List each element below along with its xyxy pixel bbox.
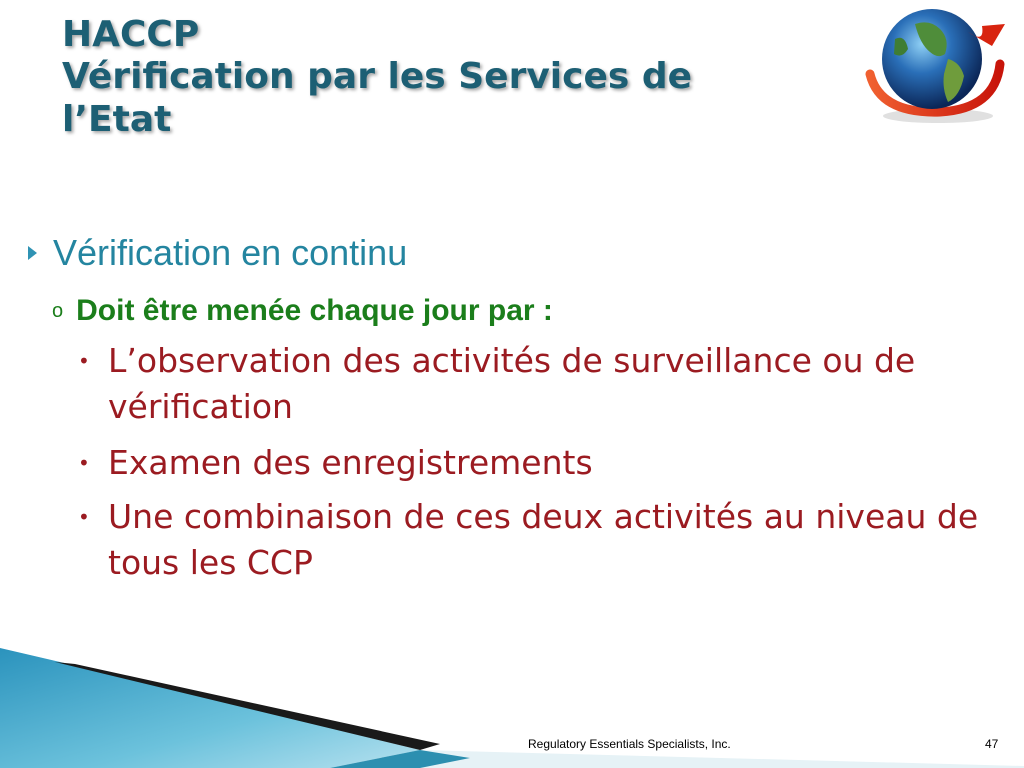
globe-with-arrow-icon [860, 4, 1010, 129]
bullet-level2 [52, 294, 553, 328]
title-line-3: l’Etat [62, 98, 172, 140]
dot-icon: • [78, 451, 90, 475]
bullet-level3-item [78, 440, 998, 486]
bullet-level2-text: Doit être menée chaque jour par : [76, 294, 553, 327]
bullet-level3-text: L’observation des activités de surveillance ou de vérification [108, 341, 916, 426]
bullet-level3-text: Examen des enregistrements [108, 443, 593, 482]
dot-icon: • [78, 505, 90, 529]
page-number: 47 [985, 737, 999, 751]
title-line-1: HACCP [62, 14, 200, 55]
bullet-level3-item [78, 494, 998, 586]
footer-company: Regulatory Essentials Specialists, Inc. [528, 737, 731, 751]
bullet-level3-text: Une combinaison de ces deux activités au niveau de tous les CCP [108, 497, 979, 582]
bullet-level3-item [78, 338, 998, 430]
circle-outline-icon: o [52, 299, 64, 322]
bullet-level1 [28, 232, 407, 274]
footer-decoration [0, 640, 1024, 768]
triangle-right-icon [28, 246, 37, 260]
slide-title [62, 14, 862, 141]
dot-icon: • [78, 349, 90, 373]
bullet-level1-text: Vérification en continu [53, 232, 408, 273]
title-line-2: Vérification par les Services de [62, 56, 693, 98]
